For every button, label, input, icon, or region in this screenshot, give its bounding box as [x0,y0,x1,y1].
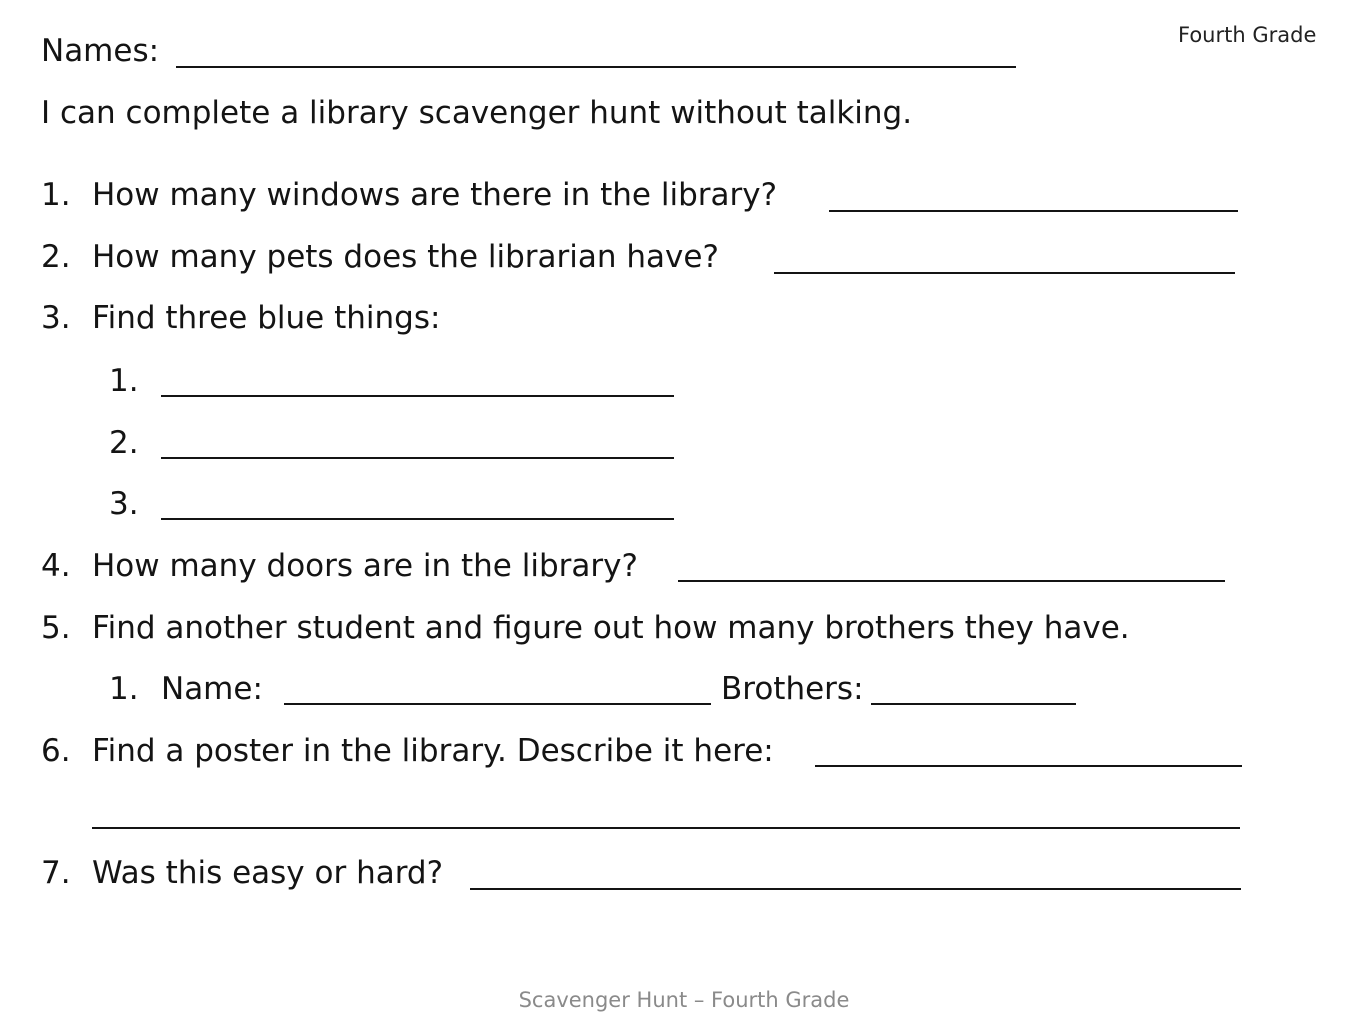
question-3-sub-2-number: 2. [109,425,139,461]
names-blank[interactable] [176,66,1016,68]
question-5-name-blank[interactable] [284,703,711,705]
question-7-answer-blank[interactable] [470,888,1241,890]
question-5-text: Find another student and figure out how many brothers they have. [92,610,1130,646]
question-5-brothers-blank[interactable] [871,703,1076,705]
question-4-number: 4. [41,548,71,584]
page-footer: Scavenger Hunt – Fourth Grade [518,988,850,1012]
question-3-sub-3-number: 3. [109,486,139,522]
question-6-number: 6. [41,733,71,769]
grade-label: Fourth Grade [1178,23,1317,47]
question-2-answer-blank[interactable] [774,272,1235,274]
question-4-text: How many doors are in the library? [92,548,638,584]
question-3-sub-2-blank[interactable] [161,457,674,459]
question-6-text: Find a poster in the library. Describe it here: [92,733,774,769]
question-5-sub-1-number: 1. [109,671,139,707]
question-3-sub-1-blank[interactable] [161,395,674,397]
question-7-number: 7. [41,855,71,891]
question-7-text: Was this easy or hard? [92,855,444,891]
question-3-sub-1-number: 1. [109,363,139,399]
question-4-answer-blank[interactable] [678,580,1225,582]
question-3-sub-3-blank[interactable] [161,518,674,520]
question-1-answer-blank[interactable] [829,210,1238,212]
question-2-text: How many pets does the librarian have? [92,239,719,275]
question-5-brothers-label: Brothers: [721,671,864,707]
question-2-number: 2. [41,239,71,275]
question-3-number: 3. [41,300,71,336]
question-6-answer-blank-continued[interactable] [92,827,1240,829]
question-5-name-label: Name: [161,671,263,707]
question-1-text: How many windows are there in the library? [92,177,778,213]
objective-statement: I can complete a library scavenger hunt without talking. [41,95,913,131]
question-1-number: 1. [41,177,71,213]
question-6-answer-blank[interactable] [815,765,1242,767]
names-label: Names: [41,33,160,69]
question-5-number: 5. [41,610,71,646]
question-3-text: Find three blue things: [92,300,441,336]
